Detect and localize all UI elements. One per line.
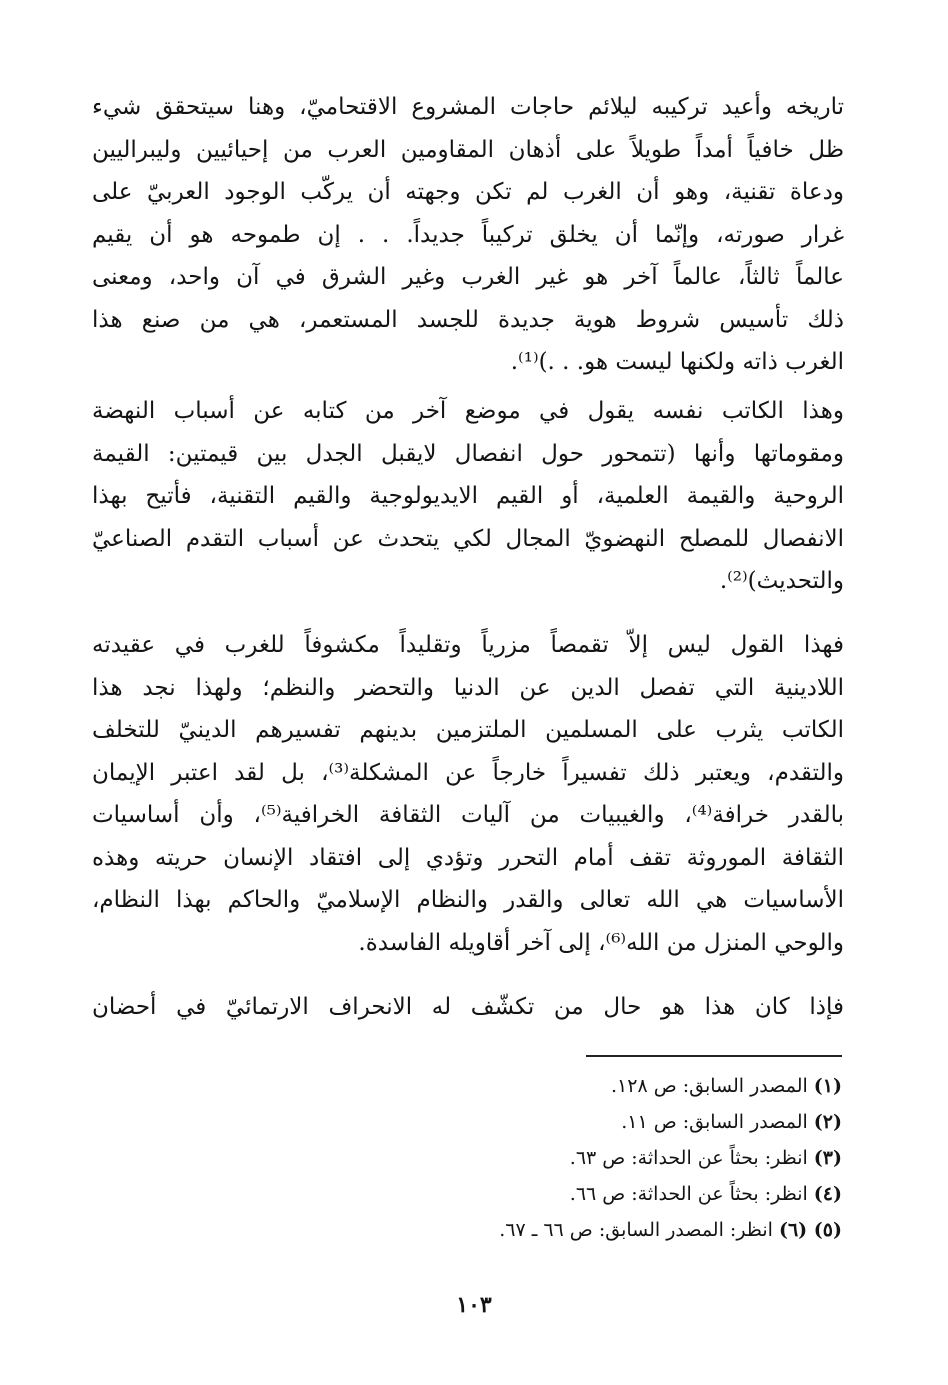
paragraph-2 [92, 390, 844, 603]
text-line: بالقدر خرافة⁽⁴⁾، والغيبيات من آليات الثقافة الخرافية⁽⁵⁾، وأن أساسيات [92, 802, 844, 828]
footnote-number: (٢) [813, 1111, 842, 1133]
footnote-item [300, 1212, 842, 1248]
text-line: الأساسيات هي الله تعالى والقدر والنظام الإسلاميّ والحاكم بهذا النظام، [92, 887, 844, 913]
text-line: الغرب ذاته ولكنها ليست هو. . .)⁽¹⁾. [510, 349, 844, 375]
footnote-number: (٣) [813, 1147, 842, 1169]
text-line: الانفصال للمصلح النهضويّ المجال لكي يتحدث عن أسباب التقدم الصناعيّ [92, 525, 844, 552]
text-line: ظل خافياً أمداً طويلاً على أذهان المقاومين العرب من إحيائيين وليبراليين [92, 136, 844, 163]
text-line: الروحية والقيمة العلمية، أو القيم الايديولوجية والقيم التقنية، فأتيح بهذا [92, 483, 844, 509]
footnote-text: انظر: المصدر السابق: ص ٦٦ ـ ٦٧. [499, 1219, 773, 1241]
footnote-item [300, 1140, 842, 1176]
footnote-number: (٤) [813, 1183, 842, 1205]
text-line: عالماً ثالثاً، عالماً آخر هو غير الغرب وغير الشرق في آن واحد، ومعنى [92, 264, 844, 290]
footnote-number: (١) [813, 1075, 842, 1097]
text-line: غرار صورته، وإنّما أن يخلق تركيباً جديداً. . . إن طموحه هو أن يقيم [92, 221, 844, 248]
footnote-text: المصدر السابق: ص ١٢٨. [611, 1075, 808, 1097]
footnote-item [300, 1104, 842, 1140]
text-line: فهذا القول ليس إلاّ تقمصاً مزرياً وتقليداً مكشوفاً للغرب في عقيدته [92, 632, 844, 658]
footnotes-list [300, 1068, 842, 1248]
text-line: وهذا الكاتب نفسه يقول في موضع آخر من كتابه عن أسباب النهضة [92, 398, 844, 424]
footnote-item [300, 1068, 842, 1104]
footnote-divider [586, 1055, 842, 1057]
text-line: ودعاة تقنية، وهو أن الغرب لم تكن وجهته أن يركّب الوجود العربيّ على [92, 179, 844, 205]
footnote-text: انظر: بحثاً عن الحداثة: ص ٦٣. [569, 1147, 808, 1169]
text-line: تاريخه وأعيد تركيبه ليلائم حاجات المشروع الاقتحاميّ، وهنا سيتحقق شيء [92, 94, 844, 120]
text-line: والتحديث)⁽²⁾. [719, 568, 844, 594]
text-line: ومقوماتها وأنها (تتمحور حول انفصال لايقبل الجدل بين قيمتين: القيمة [92, 440, 844, 467]
footnote-number: (٥) (٦) [778, 1219, 842, 1241]
footnote-text: المصدر السابق: ص ١١. [621, 1111, 808, 1133]
footnote-item [300, 1176, 842, 1212]
footnote-text: انظر: بحثاً عن الحداثة: ص ٦٦. [569, 1183, 808, 1205]
text-line: اللادينية التي تفصل الدين عن الدنيا والتحضر والنظم؛ ولهذا نجد هذا [92, 674, 844, 701]
text-line: ذلك تأسيس شروط هوية جديدة للجسد المستعمر، هي من صنع هذا [92, 306, 844, 333]
text-line: الكاتب يثرب على المسلمين الملتزمين بدينهم تفسيرهم الدينيّ للتخلف [92, 717, 844, 743]
text-line: الثقافة الموروثة تقف أمام التحرر وتؤدي إلى افتقاد الإنسان حريته وهذه [92, 844, 844, 871]
text-line: والوحي المنزل من الله⁽⁶⁾، إلى آخر أقاويله الفاسدة. [358, 929, 844, 956]
text-line: فإذا كان هذا هو حال من تكشّف له الانحراف الارتمائيّ في أحضان [92, 994, 844, 1020]
paragraph-3 [92, 624, 844, 964]
paragraph-1 [92, 86, 844, 384]
text-line: والتقدم، ويعتبر ذلك تفسيراً خارجاً عن المشكلة⁽³⁾، بل لقد اعتبر الإيمان [92, 759, 844, 786]
paragraph-4 [92, 986, 844, 1029]
page-number: ١٠٣ [456, 1292, 492, 1318]
